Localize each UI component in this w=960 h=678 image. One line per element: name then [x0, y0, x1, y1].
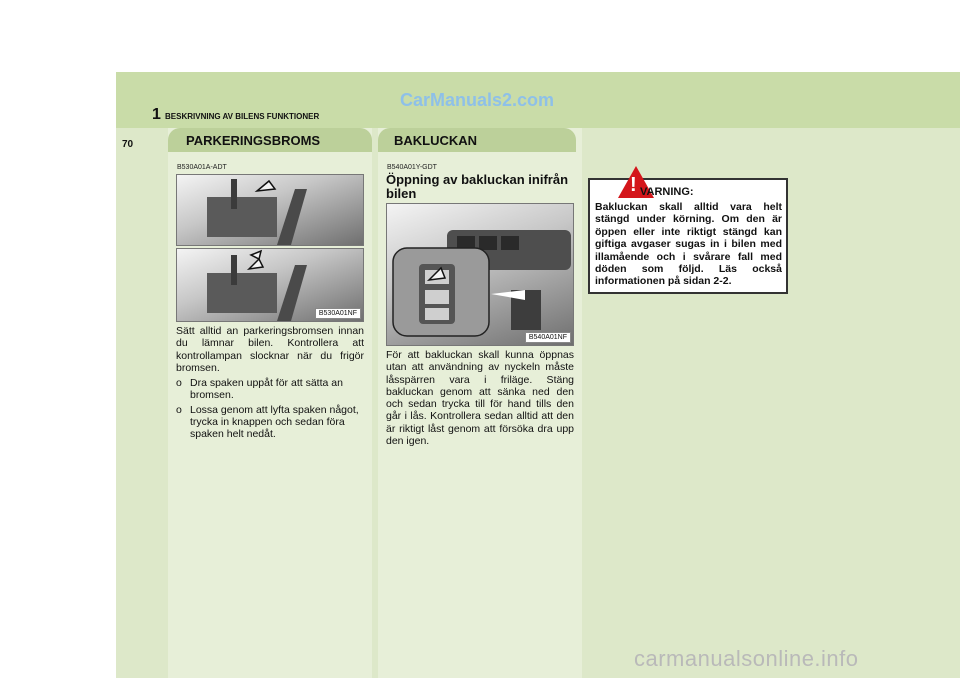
page-number: 70	[122, 139, 134, 150]
zoomed-button	[425, 308, 449, 320]
brake-lever	[277, 189, 307, 245]
shifter-console	[207, 273, 277, 313]
brake-lever	[277, 265, 307, 321]
tailgate-image-code: B540A01NF	[525, 332, 571, 343]
gear-stick	[231, 179, 237, 209]
window-switch	[501, 236, 519, 250]
brake-lever-illustration-1	[177, 175, 364, 246]
parking-brake-code: B530A01A-ADT	[177, 164, 227, 171]
list-item	[176, 377, 364, 402]
door-switch-illustration	[387, 204, 574, 346]
section-number: 1	[152, 106, 161, 123]
bottom-watermark[interactable]: carmanualsonline.info	[634, 646, 859, 671]
window-switch	[479, 236, 497, 250]
brake-lever-photo-release	[176, 248, 364, 322]
list-item-text: Dra spaken uppåt för att sätta an bromsen.	[190, 377, 343, 402]
list-item-text: Lossa genom att lyfta spaken något, trycka in knappen och sedan föra spaken helt nedåt.	[190, 403, 359, 441]
list-bullet: o	[176, 377, 182, 389]
parking-brake-intro: Sätt alltid an parkeringsbromsen innan du lämnar bilen. Kontrollera att kontrollampan slocknar när du frigör bromsen.	[176, 325, 364, 374]
warning-title: VARNING:	[640, 186, 694, 198]
list-bullet: o	[176, 403, 182, 416]
parking-brake-list	[176, 377, 364, 442]
door-switch-photo	[386, 203, 574, 346]
up-arrow-icon	[257, 181, 275, 191]
warning-box	[588, 174, 788, 294]
release-arrow-icon	[249, 259, 263, 269]
tailgate-title: BAKLUCKAN	[394, 133, 478, 148]
list-item	[176, 404, 364, 441]
callout-pointer	[491, 290, 525, 300]
parking-brake-title: PARKERINGSBROMS	[186, 133, 321, 148]
shifter-console	[207, 197, 277, 237]
tailgate-heading: Öppning av bakluckan inifrån bilen	[386, 172, 569, 201]
zoomed-button	[425, 290, 449, 304]
parking-brake-image-code: B530A01NF	[315, 308, 361, 319]
gear-stick	[231, 255, 237, 285]
button-arrow-icon	[251, 251, 261, 259]
tailgate-body: För att bakluckan skall kunna öppnas utan att användning av nyckeln måste låsspärren vara i friläge. Stäng bakluckan genom att sänka ned den och sedan trycka till för hand tills den går i lås. Kontrollera sedan alltid att den är riktigt låst genom att försöka dra upp den igen.	[386, 349, 574, 448]
tailgate-code: B540A01Y-GDT	[387, 164, 437, 171]
warning-exclamation: !	[630, 174, 637, 196]
top-watermark[interactable]: CarManuals2.com	[400, 90, 555, 110]
section-title: BESKRIVNING AV BILENS FUNKTIONER	[165, 112, 320, 121]
brake-lever-photo-up	[176, 174, 364, 246]
warning-body: Bakluckan skall alltid vara helt stängd under körning. Om den är öppen eller inte riktigt stängd kan giftiga avgaser sugas in i bilen med illamående och i svårare fall med döden som följd. Läs också informationen på sidan 2-2.	[595, 201, 782, 288]
